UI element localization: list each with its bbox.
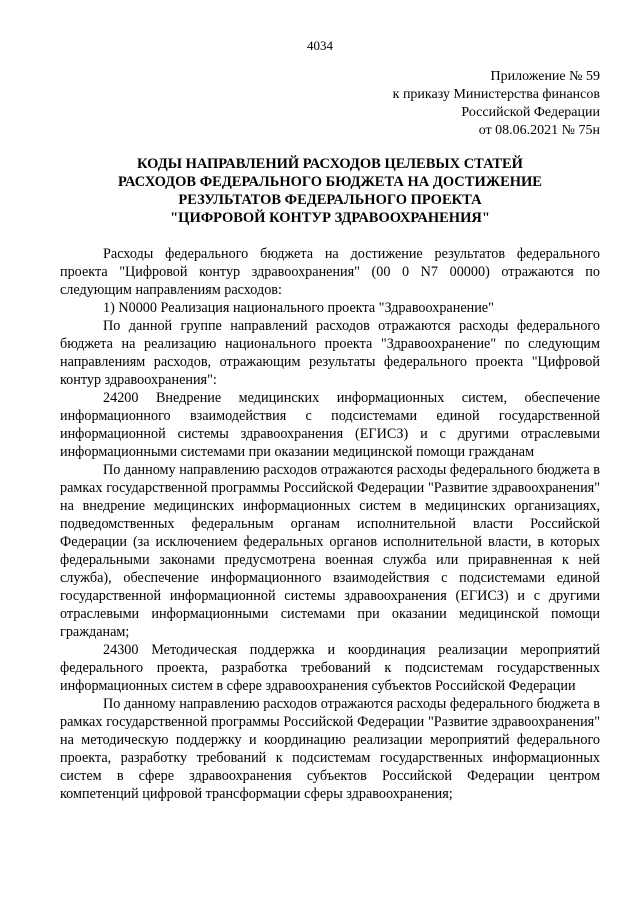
title-line-2: РАСХОДОВ ФЕДЕРАЛЬНОГО БЮДЖЕТА НА ДОСТИЖЕНИЕ — [118, 174, 542, 190]
title-line-3: РЕЗУЛЬТАТОВ ФЕДЕРАЛЬНОГО ПРОЕКТА — [178, 192, 482, 208]
paragraph-code-24300: 24300 Методическая поддержка и координация реализации мероприятий федерального проекта, разработка требований к подсистемам государственных информационных систем в сфере здравоохранения субъектов Российской Федерации — [60, 642, 600, 694]
document-body — [60, 245, 600, 803]
title-line-4: "ЦИФРОВОЙ КОНТУР ЗДРАВООХРАНЕНИЯ" — [170, 210, 490, 226]
appendix-header — [300, 68, 600, 140]
paragraph-group-description: По данной группе направлений расходов отражаются расходы федерального бюджета на реализацию национального проекта "Здравоохранение" по следующим направлениям расходов, отражающим результаты федерального проекта "Цифровой контур здравоохранения": — [60, 318, 600, 388]
title-line-1: КОДЫ НАПРАВЛЕНИЙ РАСХОДОВ ЦЕЛЕВЫХ СТАТЕЙ — [137, 156, 523, 172]
appendix-number: Приложение № 59 — [490, 69, 600, 84]
paragraph-code-24200-description: По данному направлению расходов отражаются расходы федерального бюджета в рамках государственной программы Российской Федерации "Развитие здравоохранения" на внедрение медицинских информационных систем в медицинских организациях, подведомственных федеральным органам исполнительной власти Российской Федерации (за исключением федеральных органов исполнительной власти, в которых федеральными законами предусмотрена военная служба или приравненная к ней служба), обеспечение информационного взаимодействия с подсистемами единой государственной информационной системы здравоохранения (ЕГИСЗ) и с другими отраслевыми информационными системами при оказании медицинской помощи гражданам; — [60, 462, 600, 640]
appendix-date: от 08.06.2021 № 75н — [478, 123, 600, 138]
paragraph-group-n0000: 1) N0000 Реализация национального проекта "Здравоохранение" — [103, 300, 494, 316]
appendix-order-ref: к приказу Министерства финансов — [392, 87, 600, 102]
page-number: 4034 — [307, 38, 333, 53]
document-title — [60, 155, 600, 227]
appendix-country: Российской Федерации — [461, 105, 600, 120]
paragraph-code-24200: 24200 Внедрение медицинских информационных систем, обеспечение информационного взаимодействия с подсистемами единой государственной информационной системы здравоохранения (ЕГИСЗ) и с другими отраслевыми информационными системами при оказании медицинской помощи гражданам — [60, 390, 600, 460]
paragraph-intro: Расходы федерального бюджета на достижение результатов федерального проекта "Цифровой контур здравоохранения" (00 0 N7 00000) отражаются по следующим направлениям расходов: — [60, 246, 600, 298]
paragraph-code-24300-description: По данному направлению расходов отражаются расходы федерального бюджета в рамках государственной программы Российской Федерации "Развитие здравоохранения" на методическую поддержку и координацию реализации мероприятий федерального проекта, разработку требований к подсистемам государственных информационных систем в сфере здравоохранения субъектов Российской Федерации центром компетенций цифровой трансформации сферы здравоохранения; — [60, 696, 600, 802]
